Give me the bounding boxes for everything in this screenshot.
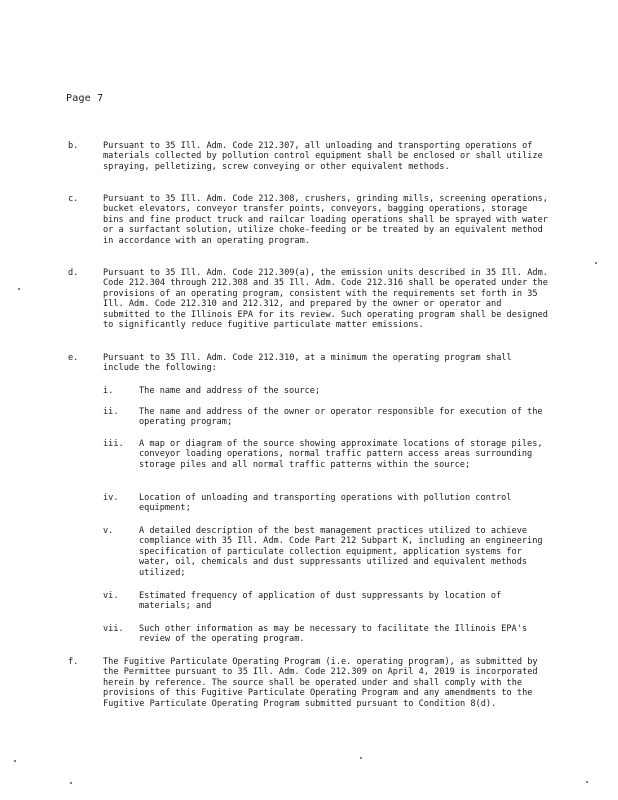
subitem-marker: iii. [103,439,124,449]
item-marker: c. [68,194,79,204]
scan-speck [70,782,72,784]
item-marker: d. [68,268,79,278]
item-text: Pursuant to 35 Ill. Adm. Code 212.309(a), the emission units described in 35 Ill. Adm. Code 212.304 through 212.308 and 35 Ill. Adm. Code 212.316 shall be operated under the provisions of an operating program, consistent with the requirements set forth in 35 Ill. Adm. Code 212.310 and 212.312, and prepared by the owner or operator and submitted to the Illinois EPA for its review. Such operating program shall be designed to significantly reduce fugitive particulate matter emissions. [103,268,548,331]
subitem-marker: ii. [103,407,119,417]
subitem-text: The name and address of the owner or operator responsible for execution of the operating program; [139,407,543,428]
subitem-marker: vi. [103,591,119,601]
subitem-iv [103,493,548,514]
scan-speck [14,760,16,762]
subitem-i [103,386,548,396]
subitem-iii [103,439,548,470]
subitem-text: A map or diagram of the source showing approximate locations of storage piles, conveyor loading operations, normal traffic pattern access areas surrounding storage piles and all normal traffic patterns within the source; [139,439,543,470]
scan-speck [360,757,362,759]
page-number-header: Page 7 [66,93,104,104]
item-text: The Fugitive Particulate Operating Program (i.e. operating program), as submitted by the Permittee pursuant to 35 Ill. Adm. Code 212.309 on April 4, 2019 is incorporated herein by reference. The source shall be operated under and shall comply with the provisions of this Fugitive Particulate Operating Program and any amendments to the Fugitive Particulate Operating Program submitted pursuant to Condition 8(d). [103,657,538,709]
condition-item-f [68,657,548,709]
subitem-text: Estimated frequency of application of dust suppressants by location of materials; and [139,591,502,612]
subitem-text: Such other information as may be necessary to facilitate the Illinois EPA's review of the operating program. [139,624,528,645]
subitem-marker: vii. [103,624,124,634]
condition-item-c [68,194,548,246]
subitem-text: A detailed description of the best management practices utilized to achieve compliance with 35 Ill. Adm. Code Part 212 Subpart K, including an engineering specification of particulate collection equipment, application systems for water, oil, chemicals and dust suppressants utilized and equivalent methods utilized; [139,526,543,578]
subitem-marker: v. [103,526,114,536]
item-text: Pursuant to 35 Ill. Adm. Code 212.308, crushers, grinding mills, screening operations, bucket elevators, conveyor transfer points, conveyors, bagging operations, storage bins and fine product truck and railcar loading operations shall be sprayed with water or a surfactant solution, utilize choke-feeding or be treated by an equivalent method in accordance with an operating program. [103,194,548,246]
subitem-ii [103,407,548,428]
item-marker: e. [68,353,79,363]
scan-speck [586,781,588,783]
item-text: Pursuant to 35 Ill. Adm. Code 212.310, at a minimum the operating program shall include the following: [103,353,512,374]
item-marker: b. [68,141,79,151]
item-text: Pursuant to 35 Ill. Adm. Code 212.307, all unloading and transporting operations of materials collected by pollution control equipment shall be enclosed or shall utilize spraying, pelletizing, screw conveying or other equivalent methods. [103,141,543,172]
subitem-v [103,526,548,578]
condition-item-e [68,353,548,374]
item-marker: f. [68,657,79,667]
subitem-marker: iv. [103,493,119,503]
subitem-text: The name and address of the source; [139,386,321,396]
scan-speck [18,288,20,290]
scan-speck [595,262,597,264]
subitem-marker: i. [103,386,114,396]
condition-item-d [68,268,548,330]
subitem-text: Location of unloading and transporting operations with pollution control equipment; [139,493,512,514]
condition-item-b [68,141,548,172]
subitem-vii [103,624,548,645]
subitem-vi [103,591,548,612]
